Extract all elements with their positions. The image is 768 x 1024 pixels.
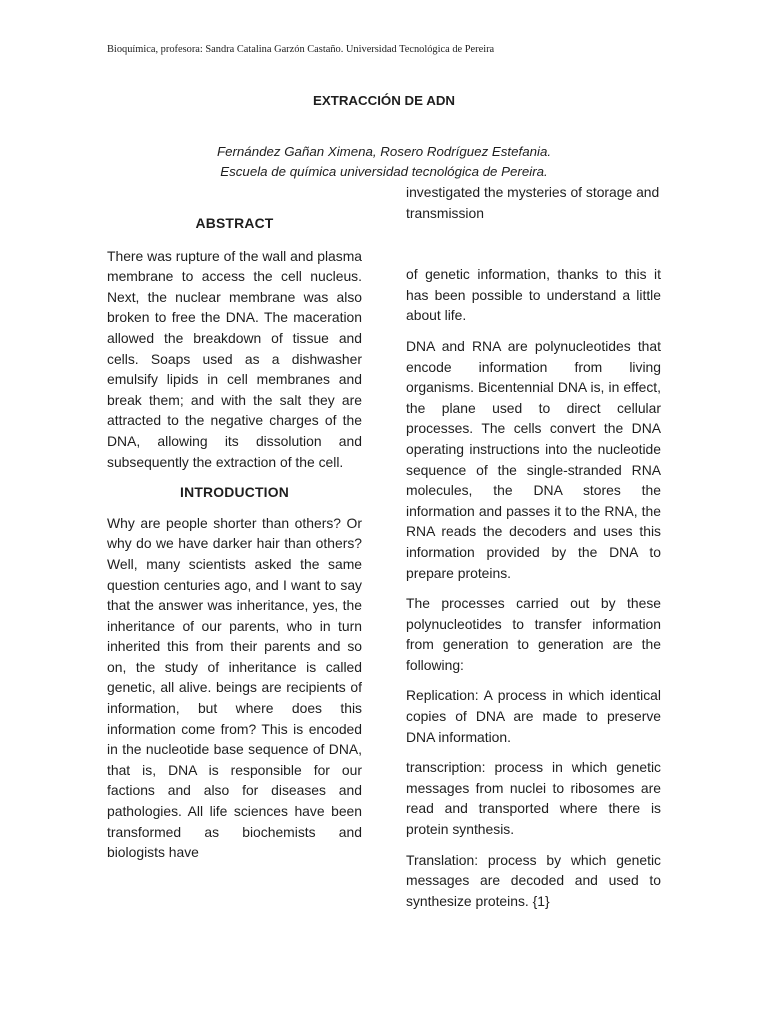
body-paragraph-6: Translation: process by which genetic messages are decoded and used to synthesize proteins. {1} bbox=[406, 851, 661, 909]
author-affiliation: Escuela de química universidad tecnológica de Pereira. bbox=[220, 164, 548, 179]
abstract-paragraph: There was rupture of the wall and plasma membrane to access the cell nucleus. Next, the nuclear membrane was also broken to free the DNA. The maceration allowed the breakdown of tissue and cells. Soaps used as a dishwasher emulsify lipids in cell membranes and break them; and with the salt they are attracted to the negative charges of the DNA, allowing its dissolution and subsequently the extraction of the cell. bbox=[107, 247, 362, 470]
running-head: Bioquímica, profesora: Sandra Catalina Garzón Castaño. Universidad Tecnológica de Pereira bbox=[107, 44, 495, 55]
body-paragraph-2: DNA and RNA are polynucleotides that encode information from living organisms. Bicentennial DNA is, in effect, the plane used to direct cellular processes. The cells convert the DNA operating instructions into the nucleotide sequence of the single-stranded RNA molecules, the DNA stores the information and passes it to the RNA, the RNA reads the decoders and uses this information provided by the DNA to prepare proteins. bbox=[406, 337, 661, 581]
body-paragraph-1: of genetic information, thanks to this it has been possible to understand a little about life. bbox=[406, 266, 661, 324]
body-paragraph-3: The processes carried out by these polynucleotides to transfer information from generation to generation are the following: bbox=[406, 595, 661, 673]
right-column bbox=[406, 182, 661, 921]
abstract-heading: ABSTRACT bbox=[195, 215, 274, 231]
introduction-heading: INTRODUCTION bbox=[180, 484, 289, 501]
body-paragraph-4: Replication: A process in which identical copies of DNA are made to preserve DNA information. bbox=[406, 687, 661, 745]
body-paragraph-5: transcription: process in which genetic messages from nuclei to ribosomes are read and transported where there is protein synthesis. bbox=[406, 759, 661, 838]
column-gap bbox=[406, 223, 661, 264]
continuation-paragraph: investigated the mysteries of storage and transmission bbox=[406, 184, 660, 221]
paper-title: EXTRACCIÓN DE ADN bbox=[312, 93, 456, 108]
introduction-paragraph: Why are people shorter than others? Or why do we have darker hair than others? Well, many scientists asked the same question centuries ago, and I want to say that the answer was inheritance, yes, the inheritance of our parents, who in turn inherited this from their parents and so on, the study of inheritance is called genetic, all alive. beings are recipients of information, but where does this information come from? This is encoded in the nucleotide base sequence of DNA, that is, DNA is responsible for our factions and also for diseases and pathologies. All life sciences have been transformed as biochemists and biologists have bbox=[107, 514, 362, 861]
author-list: Fernández Gañan Ximena, Rosero Rodríguez Estefania. bbox=[216, 144, 552, 159]
left-column bbox=[107, 212, 362, 863]
